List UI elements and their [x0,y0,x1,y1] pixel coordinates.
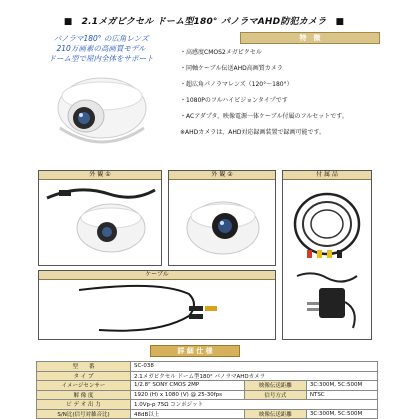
spec-label: ビ デ オ 出 力 [37,400,131,410]
spec-label: 映像伝送距離 [244,381,306,391]
table-row [37,400,378,410]
promo-text [16,34,186,64]
exterior-1-panel [38,170,162,266]
spec-value: 2.1メガピクセル ドーム型180° パノラマAHDカメラ [131,371,378,381]
spec-label: S/N比(信号対雑音比) [37,409,131,419]
spec-label: 信号方式 [244,390,306,400]
promo-line-3: ドーム型で屋内全体をサポート [48,54,154,63]
feature-list [180,49,402,145]
spec-value: 1/2.8" SONY CMOS 2MP [131,381,245,391]
table-row [37,390,378,400]
spec-value: SC-038 [131,362,378,372]
accessories-heading: 付 属 品 [283,171,371,180]
spec-heading: 詳 細 仕 様 [150,345,240,357]
feature-item: ※AHDカメラは、AHD対応録画装置で録画可能です。 [180,129,326,136]
exterior-2-panel [168,170,276,266]
cable-panel [38,270,276,340]
feature-item: ・1080Pのフルハイビジョンタイプです [180,97,288,104]
spec-value: 3C:300M, 5C:500M [306,409,377,419]
exterior-2-heading: 外 観 ② [169,171,275,180]
exterior-1-heading: 外 観 ① [39,171,161,180]
accessories-image [283,180,371,339]
table-row [37,362,378,372]
features-heading: 特 徴 [240,32,380,44]
spec-label: 解 像 度 [37,390,131,400]
dome-camera-hero-image [40,66,160,161]
cable-heading: ケーブル [39,271,275,280]
table-row [37,409,378,419]
spec-label: 型 番 [37,362,131,372]
table-row [37,371,378,381]
spec-value: 48dB以上 [131,409,245,419]
spec-value: NTSC [306,390,377,400]
spec-table [36,361,378,419]
feature-item: ・高感度CMOS2メガピクセル [180,49,262,56]
spec-value: 1920 (H) x 1080 (V) @ 25-30fps [131,390,245,400]
spec-label: タ イ プ [37,371,131,381]
spec-label: 映像伝送距離 [244,409,306,419]
promo-line-2: 210万画素の高画質モデル [56,44,146,53]
cable-image [39,280,275,339]
spec-value: 1.0Vp-p 75Ω コンポジット [131,400,378,410]
feature-item: ・超広角パノラマレンズ（120°～180°） [180,81,293,88]
promo-line-1: パノラマ180° の広角レンズ [53,34,149,43]
feature-item: ・ACアダプタ、映像電源一体ケーブル付属のフルセットです。 [180,113,348,120]
spec-label: イメージセンサー [37,381,131,391]
spec-value: 3C:300M, 5C:500M [306,381,377,391]
feature-item: ・同軸ケーブル伝送AHD高画質カメラ [180,65,283,72]
page-title: ■ 2.1メガピクセル ドーム型180° パノラマAHD防犯カメラ ■ [63,17,345,27]
exterior-2-image [169,180,275,265]
table-row [37,381,378,391]
exterior-1-image [39,180,161,265]
accessories-panel [282,170,372,340]
